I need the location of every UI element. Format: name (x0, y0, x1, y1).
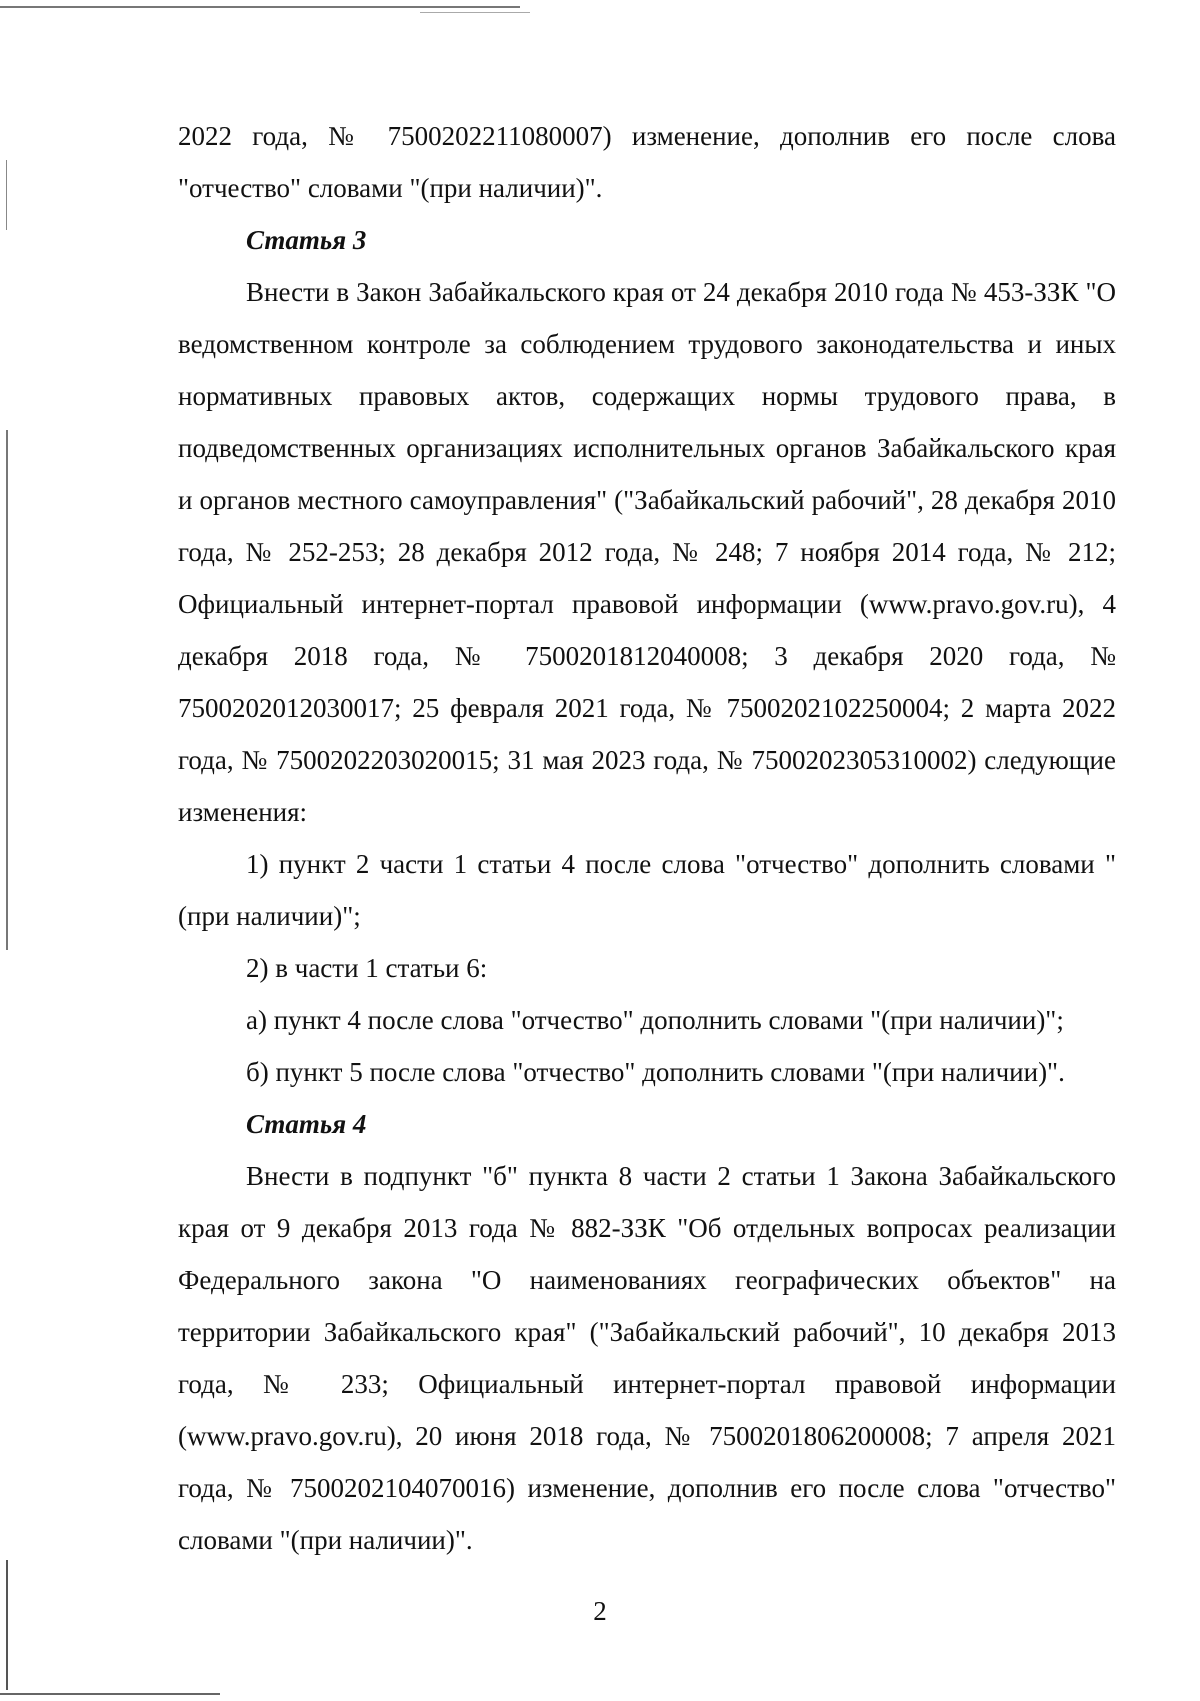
scan-artifact (420, 12, 530, 13)
document-body (178, 110, 1116, 1566)
scan-artifact (6, 430, 8, 950)
scan-artifact (6, 160, 7, 230)
article-3-heading: Статья 3 (246, 225, 367, 255)
article-4-body: Внести в подпункт "б" пункта 8 части 2 статьи 1 Закона Забайкальского края от 9 декабря 2013 года № 882-ЗЗК "Об отдельных вопросах реализации Федерального закона "О наименованиях географических объектов" на территории Забайкальского края" ("Забайкальский рабочий", 10 декабря 2013 года, № 233; Официальный интернет-портал правовой информации (www.pravo.gov.ru), 20 июня 2018 года, № 7500201806200008; 7 апреля 2021 года, № 7500202104070016) изменение, дополнив его после слова "отчество" словами "(при наличии)". (178, 1161, 1116, 1555)
scan-artifact (0, 1693, 220, 1695)
article-4-heading: Статья 4 (246, 1109, 367, 1139)
intro-paragraph: 2022 года, № 7500202211080007) изменение, дополнив его после слова "отчество" словами "(при наличии)". (178, 121, 1116, 203)
article-3-item-2: 2) в части 1 статьи 6: (246, 953, 488, 983)
article-3-item-2b: б) пункт 5 после слова "отчество" дополнить словами "(при наличии)". (246, 1057, 1065, 1087)
article-3-item-1: 1) пункт 2 части 1 статьи 4 после слова "отчество" дополнить словами "(при наличии)"; (178, 849, 1116, 931)
article-3-item-2a: а) пункт 4 после слова "отчество" дополнить словами "(при наличии)"; (246, 1005, 1064, 1035)
scan-artifact (0, 6, 520, 8)
article-3-body: Внести в Закон Забайкальского края от 24 декабря 2010 года № 453-ЗЗК "О ведомственном контроле за соблюдением трудового законодательства и иных нормативных правовых актов, содержащих нормы трудового права, в подведомственных организациях исполнительных органов Забайкальского края и органов местного самоуправления" ("Забайкальский рабочий", 28 декабря 2010 года, № 252-253; 28 декабря 2012 года, № 248; 7 ноября 2014 года, № 212; Официальный интернет-портал правовой информации (www.pravo.gov.ru), 4 декабря 2018 года, № 7500201812040008; 3 декабря 2020 года, № 7500202012030017; 25 февраля 2021 года, № 7500202102250004; 2 марта 2022 года, № 7500202203020015; 31 мая 2023 года, № 7500202305310002) следующие изменения: (178, 277, 1116, 827)
page-number: 2 (593, 1596, 607, 1626)
